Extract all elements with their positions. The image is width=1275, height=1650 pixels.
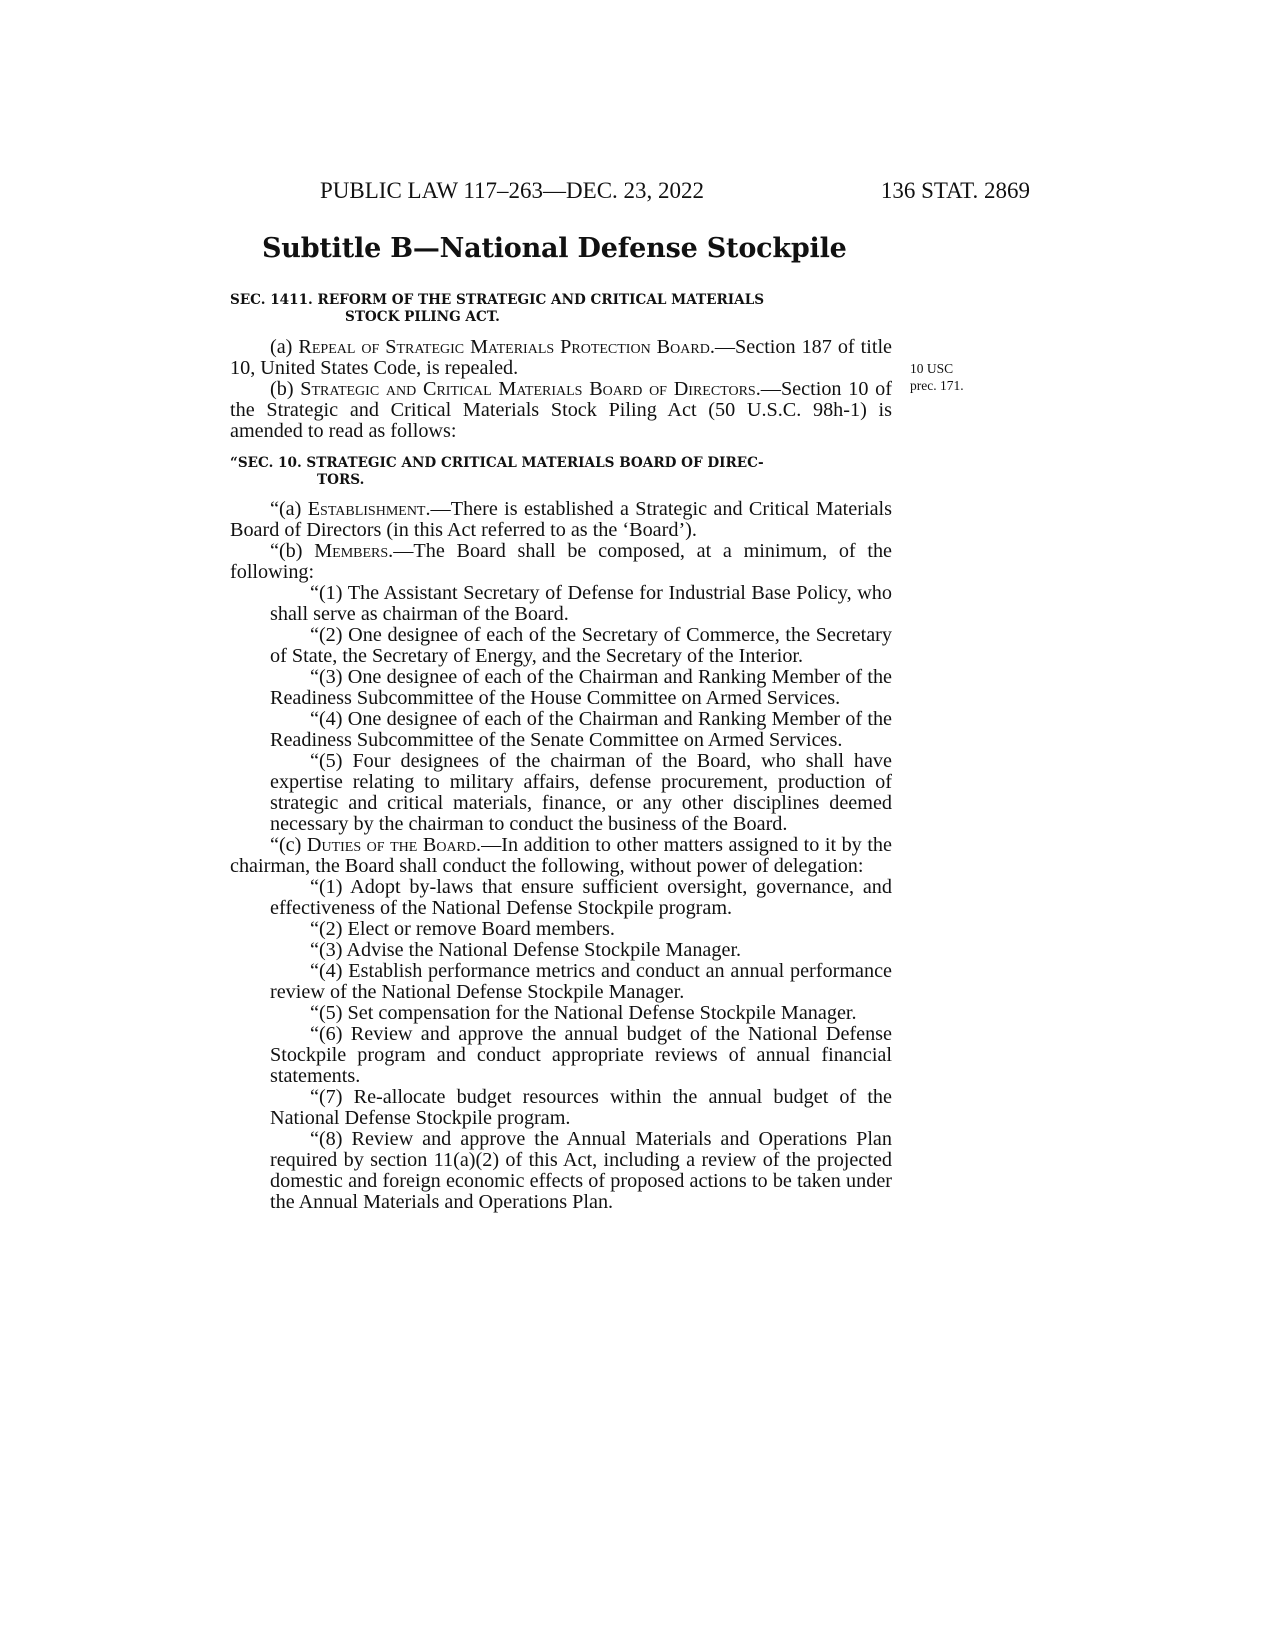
list-item: “(4) One designee of each of the Chairman and Ranking Member of the Readiness Subcommittee of the Senate Committee on Armed Services.	[270, 708, 892, 751]
section-10-heading	[230, 455, 892, 489]
list-item: “(5) Four designees of the chairman of the Board, who shall have expertise relating to military affairs, defense procurement, production of strategic and critical materials, finance, or any other disciplines deemed necessary by the chairman to conduct the business of the Board.	[270, 750, 892, 835]
margin-note-line2: prec. 171.	[910, 378, 964, 393]
subsection-c: “(c) Duties of the Board.—In addition to other matters assigned to it by the chairman, the Board shall conduct the following, without power of delegation:	[230, 834, 892, 877]
list-item: “(1) Adopt by-laws that ensure sufficient oversight, governance, and effectiveness of the National Defense Stockpile program.	[270, 876, 892, 919]
section-1411-body	[230, 337, 892, 442]
section-10-heading-line2: TORS.	[317, 472, 365, 488]
section-10-body	[230, 499, 892, 1213]
paragraph-b: (b) Strategic and Critical Materials Board of Directors.—Section 10 of the Strategic and Critical Materials Stock Piling Act (50 U.S.C. 98h-1) is amended to read as follows:	[230, 378, 892, 442]
margin-note-line1: 10 USC	[910, 361, 954, 376]
subsection-b-caption: Members	[314, 540, 389, 562]
public-law-citation: PUBLIC LAW 117–263—DEC. 23, 2022	[320, 178, 705, 203]
section-1411-heading-line1: SEC. 1411. REFORM OF THE STRATEGIC AND CRITICAL MATERIALS	[230, 292, 765, 308]
section-1411-heading-line2: STOCK PILING ACT.	[345, 309, 500, 325]
subsection-c-caption: Duties of the Board	[306, 834, 477, 856]
list-item: “(2) One designee of each of the Secretary of Commerce, the Secretary of State, the Secretary of Energy, and the Secretary of the Interior.	[270, 624, 892, 667]
margin-note	[910, 360, 990, 394]
subsection-a-caption: Establishment	[307, 498, 426, 520]
list-item: “(3) Advise the National Defense Stockpile Manager.	[310, 939, 742, 961]
list-item: “(8) Review and approve the Annual Materials and Operations Plan required by section 11(a)(2) of this Act, including a review of the projected domestic and foreign economic effects of proposed actions to be taken under the Annual Materials and Operations Plan.	[270, 1128, 892, 1213]
paragraph-a-caption: Repeal of Strategic Materials Protection Board	[298, 336, 710, 358]
list-item: “(4) Establish performance metrics and conduct an annual performance review of the National Defense Stockpile Manager.	[270, 960, 892, 1003]
list-item: “(5) Set compensation for the National Defense Stockpile Manager.	[310, 1002, 857, 1024]
statute-page-number: 136 STAT. 2869	[880, 178, 1030, 203]
list-item: “(3) One designee of each of the Chairman and Ranking Member of the Readiness Subcommittee of the House Committee on Armed Services.	[270, 666, 892, 709]
section-10-heading-line1: “SEC. 10. STRATEGIC AND CRITICAL MATERIALS BOARD OF DIREC-	[230, 455, 764, 471]
list-item: “(7) Re-allocate budget resources within the annual budget of the National Defense Stockpile program.	[270, 1086, 892, 1129]
subtitle-heading: Subtitle B—National Defense Stockpile	[262, 233, 847, 264]
paragraph-b-caption: Strategic and Critical Materials Board of Directors	[300, 378, 756, 400]
running-header	[300, 178, 1030, 210]
paragraph-a: (a) Repeal of Strategic Materials Protection Board.—Section 187 of title 10, United States Code, is repealed.	[230, 336, 893, 379]
list-item: “(2) Elect or remove Board members.	[310, 918, 615, 940]
list-item: “(6) Review and approve the annual budget of the National Defense Stockpile program and conduct appropriate reviews of annual financial statements.	[270, 1023, 892, 1087]
subsection-a: “(a) Establishment.—There is established a Strategic and Critical Materials Board of Directors (in this Act referred to as the ‘Board’).	[230, 498, 892, 541]
section-1411-heading	[230, 292, 892, 326]
subsection-b: “(b) Members.—The Board shall be composed, at a minimum, of the following:	[230, 540, 893, 583]
list-item: “(1) The Assistant Secretary of Defense for Industrial Base Policy, who shall serve as chairman of the Board.	[270, 582, 892, 625]
